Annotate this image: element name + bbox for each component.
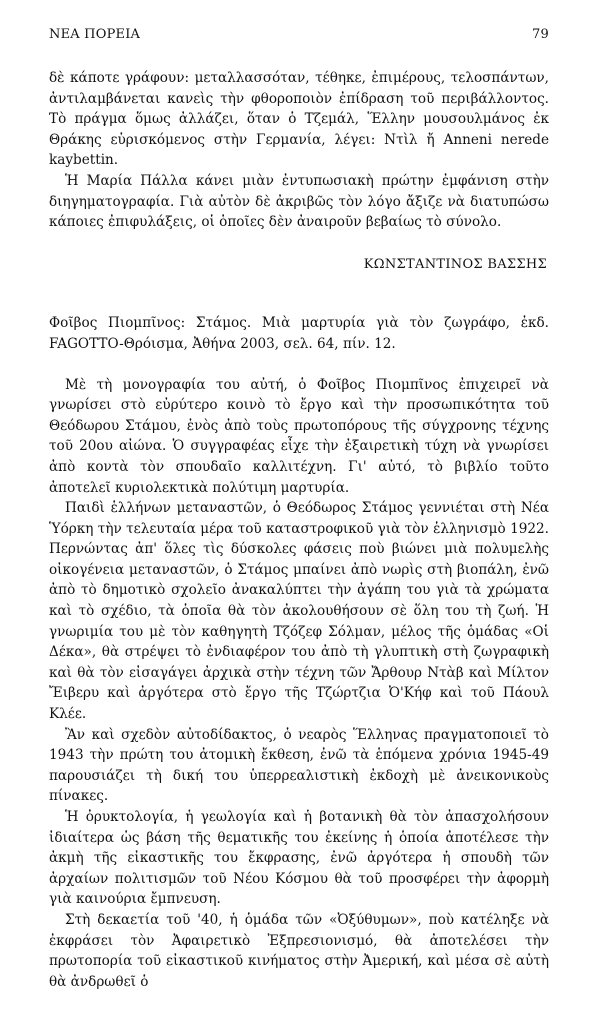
review-paragraph: Μὲ τὴ μονογραφία του αὐτή, ὁ Φοῖβος Πιομπῖνος ἐπιχειρεῖ νὰ γνωρίσει στὸ εὐρύτερο κοινὸ τὸ ἔργο καὶ τὴν προσωπικότητα τοῦ Θεόδωρου Στάμου, ἑνὸς ἀπὸ τοὺς πρωτοπόρους τῆς σύγχρονης τέχνης τοῦ 20ου αἰώνα. Ὁ συγγραφέας εἶχε τὴν ἐξαιρετικὴ τύχη νὰ γνωρίσει ἀπὸ κοντὰ τὸν σπουδαῖο καλλιτέχνη. Γι' αὐτό, τὸ βιβλίο τοῦτο ἀποτελεῖ κυριολεκτικὰ πολύτιμη μαρτυρία. <box>49 376 549 496</box>
review-paragraph: Στὴ δεκαετία τοῦ '40, ἡ ὁμάδα τῶν «Ὀξύθυμων», ποὺ κατέληξε νὰ ἐκφράσει τὸν Ἀφαιρετικὸ Ἐξπρεσιονισμό, θὰ ἀποτελέσει τὴν πρωτοπορία τοῦ εἰκαστικοῦ κινήματος στὴν Ἀμερική, καὶ μέσα σὲ αὐτὴ θὰ ἀνδρωθεῖ ὁ <box>49 911 549 990</box>
page-content <box>49 68 549 992</box>
review-body <box>49 375 549 993</box>
review-author-signature: ΚΩΝΣΤΑΝΤΙΝΟΣ ΒΑΣΣΗΣ <box>363 256 547 272</box>
book-reference: Φοῖβος Πιομπῖνος: Στάμος. Μιὰ μαρτυρία γιὰ τὸν ζωγράφο, ἐκδ. FAGOTTO-Θρόισμα, Ἀθήνα 2003, σελ. 64, πίν. 12. <box>49 315 549 352</box>
previous-review-paragraph: Ἡ Μαρία Πάλλα κάνει μιὰν ἐντυπωσιακὴ πρώτην ἐμφάνιση στὴν διηγηματογραφία. Γιὰ αὐτὸν δὲ ἀκριβῶς τὸν λόγο ἄξιζε νὰ διατυπώσω κάποιες ἐπιφυλάξεις, οἱ ὁποῖες δὲν ἀναιροῦν βεβαίως τὸ σύνολο. <box>49 172 549 231</box>
review-paragraph: Παιδὶ ἑλλήνων μεταναστῶν, ὁ Θεόδωρος Στάμος γεννιέται στὴ Νέα Ὑόρκη τὴν τελευταία μέρα τοῦ καταστροφικοῦ γιὰ τὸν ἑλληνισμὸ 1922. Περνώντας ἀπ' ὅλες τὶς δύσκολες φάσεις ποὺ βιώνει μιὰ πολυμελὴς οἰκογένεια μεταναστῶν, ὁ Στάμος μπαίνει ἀπὸ νωρὶς στὴ βιοπάλη, ἐνῶ ἀπὸ τὸ δημοτικὸ σχολεῖο ἀνακαλύπτει τὴν ἀγάπη του γιὰ τὰ χρώματα καὶ τὸ σχέδιο, τὰ ὁποῖα θὰ τὸν ἀκολουθήσουν σὲ ὅλη του τὴ ζωή. Ἡ γνωριμία του μὲ τὸν καθηγητὴ Τζόζεφ Σόλμαν, μέλος τῆς ὁμάδας «Οἱ Δέκα», θὰ στρέψει τὸ ἐνδιαφέρον του ἀπὸ τὴ γλυπτικὴ στὴ ζωγραφικὴ καὶ θὰ τὸν εἰσαγάγει ἀρχικὰ στὴν τέχνη τῶν Ἄρθουρ Ντὰβ καὶ Μίλτον Ἔιβερυ καὶ ἀργότερα στὸ ἔργο τῆς Τζώρτζια Ὀ'Κήφ καὶ τοῦ Πάουλ Κλέε. <box>49 500 549 723</box>
page-number: 79 <box>532 27 549 42</box>
review-paragraph: Ἡ ὀρυκτολογία, ἡ γεωλογία καὶ ἡ βοτανικὴ θὰ τὸν ἀπασχολήσουν ἰδιαίτερα ὡς βάση τῆς θεματικῆς του ἐκείνης ἡ ὁποία ἀποτέλεσε τὴν ἀκμὴ τῆς εἰκαστικῆς του ἔκφρασης, ἐνῶ ἀργότερα ἡ σπουδὴ τῶν ἀρχαίων πολιτισμῶν τοῦ Νέου Κόσμου θὰ τοῦ προσφέρει τὴν ἀφορμὴ γιὰ καινούρια ἔμπνευση. <box>49 809 549 908</box>
review-paragraph: Ἂν καὶ σχεδὸν αὐτοδίδακτος, ὁ νεαρὸς Ἕλληνας πραγματοποιεῖ τὸ 1943 τὴν πρώτη του ἀτομικὴ ἔκθεση, ἐνῶ τὰ ἑπόμενα χρόνια 1945-49 παρουσιάζει τὴ δική του ὑπερρεαλιστικὴ ἐκδοχὴ μὲ ἀνεικονικοὺς πίνακες. <box>49 726 549 805</box>
journal-title: ΝΕΑ ΠΟΡΕΙΑ <box>49 27 141 42</box>
previous-review-paragraph: δὲ κάποτε γράφουν: μεταλλασσόταν, τέθηκε, ἐπιμέρους, τελοσπάντων, ἀντιλαμβάνεται κανεὶς τὴν φθοροποιὸν ἐπίδραση τοῦ περιβάλλοντος. Τὸ πράγμα ὅμως ἀλλάζει, ὅταν ὁ Τζεμάλ, Ἕλλην μουσουλμάνος ἐκ Θράκης εὑρισκόμενος στὴν Γερμανία, λέγει: Ντὶλ ἤ Anneni nerede kaybettin. <box>49 70 549 169</box>
